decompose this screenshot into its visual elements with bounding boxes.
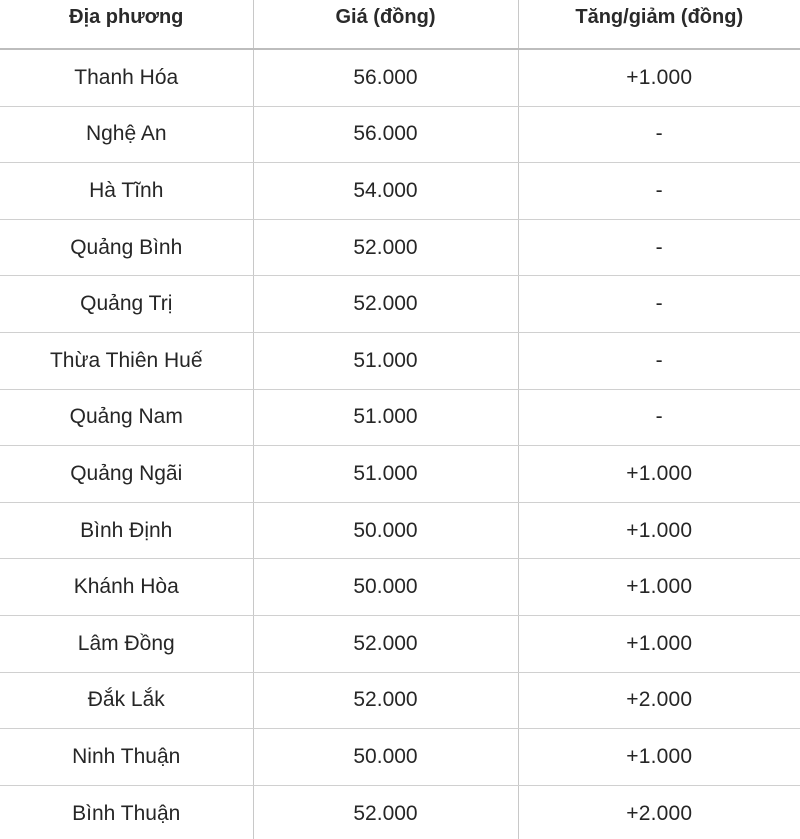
price-cell: 56.000 <box>253 49 518 106</box>
price-cell: 50.000 <box>253 502 518 559</box>
price-cell: 52.000 <box>253 219 518 276</box>
locality-cell: Quảng Ngãi <box>0 446 253 503</box>
locality-cell: Ninh Thuận <box>0 729 253 786</box>
table-row <box>0 276 800 333</box>
change-cell: - <box>518 163 800 220</box>
change-cell: - <box>518 332 800 389</box>
locality-cell: Bình Thuận <box>0 785 253 839</box>
change-cell: - <box>518 276 800 333</box>
table-row <box>0 615 800 672</box>
table-row <box>0 446 800 503</box>
change-cell: +2.000 <box>518 672 800 729</box>
price-cell: 51.000 <box>253 389 518 446</box>
change-cell: +1.000 <box>518 49 800 106</box>
change-cell: +1.000 <box>518 446 800 503</box>
header-row <box>0 0 800 49</box>
locality-cell: Lâm Đồng <box>0 615 253 672</box>
table-row <box>0 106 800 163</box>
change-cell: - <box>518 106 800 163</box>
locality-cell: Quảng Trị <box>0 276 253 333</box>
price-cell: 51.000 <box>253 446 518 503</box>
table-row <box>0 389 800 446</box>
table-row <box>0 219 800 276</box>
price-cell: 50.000 <box>253 729 518 786</box>
header-locality: Địa phương <box>0 0 253 49</box>
locality-cell: Khánh Hòa <box>0 559 253 616</box>
price-cell: 52.000 <box>253 276 518 333</box>
change-cell: +1.000 <box>518 615 800 672</box>
table-row <box>0 672 800 729</box>
locality-cell: Thừa Thiên Huế <box>0 332 253 389</box>
price-cell: 50.000 <box>253 559 518 616</box>
table-row <box>0 163 800 220</box>
locality-cell: Nghệ An <box>0 106 253 163</box>
price-cell: 54.000 <box>253 163 518 220</box>
table-header <box>0 0 800 49</box>
locality-cell: Quảng Nam <box>0 389 253 446</box>
price-cell: 52.000 <box>253 672 518 729</box>
locality-cell: Quảng Bình <box>0 219 253 276</box>
table-row <box>0 502 800 559</box>
table-row <box>0 559 800 616</box>
header-change: Tăng/giảm (đồng) <box>518 0 800 49</box>
header-price: Giá (đồng) <box>253 0 518 49</box>
locality-cell: Đắk Lắk <box>0 672 253 729</box>
locality-cell: Hà Tĩnh <box>0 163 253 220</box>
change-cell: - <box>518 219 800 276</box>
table-row <box>0 729 800 786</box>
change-cell: +2.000 <box>518 785 800 839</box>
change-cell: +1.000 <box>518 729 800 786</box>
change-cell: - <box>518 389 800 446</box>
table-row <box>0 49 800 106</box>
price-cell: 52.000 <box>253 785 518 839</box>
price-cell: 56.000 <box>253 106 518 163</box>
change-cell: +1.000 <box>518 559 800 616</box>
locality-cell: Bình Định <box>0 502 253 559</box>
table-row <box>0 785 800 839</box>
table-row <box>0 332 800 389</box>
table-body <box>0 49 800 839</box>
price-cell: 52.000 <box>253 615 518 672</box>
locality-cell: Thanh Hóa <box>0 49 253 106</box>
price-cell: 51.000 <box>253 332 518 389</box>
change-cell: +1.000 <box>518 502 800 559</box>
